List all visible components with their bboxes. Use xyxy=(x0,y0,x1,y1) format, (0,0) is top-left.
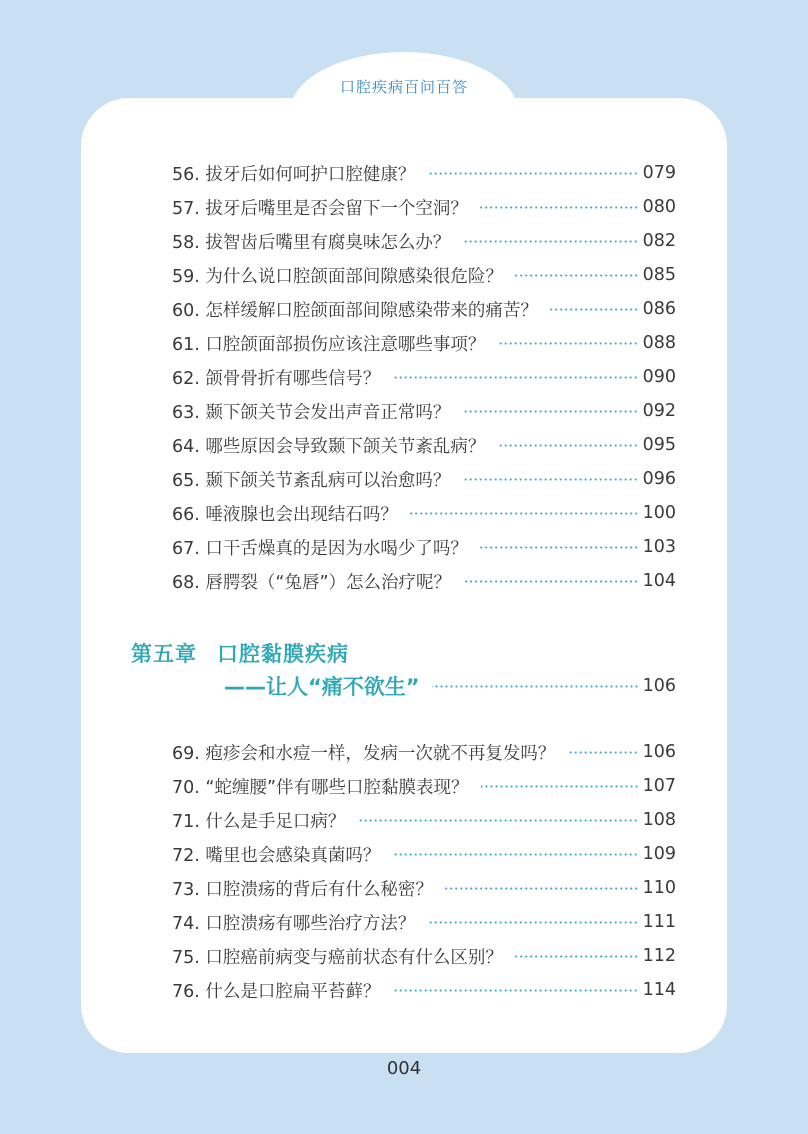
toc-entry[interactable] xyxy=(172,430,676,460)
toc-entry-page: 096 xyxy=(642,469,676,489)
dot-leader xyxy=(432,685,639,688)
dot-leader xyxy=(392,376,638,379)
toc-entry[interactable] xyxy=(172,294,676,324)
toc-entry-page: 111 xyxy=(642,912,676,932)
toc-entry[interactable] xyxy=(172,805,676,835)
toc-entry-page: 110 xyxy=(642,878,676,898)
chapter-subtitle: ——让人“痛不欲生” xyxy=(224,675,420,699)
dot-leader xyxy=(410,512,639,515)
toc-entry-title: 70. “蛇缠腰”伴有哪些口腔黏膜表现？ xyxy=(172,777,469,798)
dot-leader xyxy=(480,546,639,549)
toc-entry-page: 112 xyxy=(642,946,676,966)
toc-entry-title: 66. 唾液腺也会出现结石吗？ xyxy=(172,504,398,525)
dot-leader xyxy=(445,887,639,890)
toc-entry-title: 63. 颞下颌关节会发出声音正常吗？ xyxy=(172,402,451,423)
toc-entry[interactable] xyxy=(172,260,676,290)
toc-entry[interactable] xyxy=(172,737,676,767)
toc-entry-page: 114 xyxy=(642,980,676,1000)
toc-entry-title: 57. 拔牙后嘴里是否会留下一个空洞？ xyxy=(172,198,468,219)
chapter-page: 106 xyxy=(642,676,676,696)
toc-entry-page: 090 xyxy=(642,367,676,387)
toc-entry[interactable] xyxy=(172,192,676,222)
toc-entry-title: 58. 拔智齿后嘴里有腐臭味怎么办？ xyxy=(172,232,451,253)
toc-entry[interactable] xyxy=(172,907,676,937)
chapter-subtitle-row[interactable] xyxy=(224,670,676,702)
toc-entry-page: 109 xyxy=(642,844,676,864)
toc-entry-page: 107 xyxy=(642,776,676,796)
toc-entry-page: 108 xyxy=(642,810,676,830)
dot-leader xyxy=(497,342,638,345)
dot-leader xyxy=(497,444,638,447)
toc-entry-title: 74. 口腔溃疡有哪些治疗方法？ xyxy=(172,913,416,934)
dot-leader xyxy=(392,989,638,992)
toc-entry-title: 59. 为什么说口腔颌面部间隙感染很危险？ xyxy=(172,266,503,287)
dot-leader xyxy=(550,308,639,311)
toc-entry-title: 61. 口腔颌面部损伤应该注意哪些事项？ xyxy=(172,334,486,355)
toc-entry-page: 100 xyxy=(642,503,676,523)
dot-leader xyxy=(357,819,638,822)
chapter-label: 第五章 xyxy=(131,642,197,666)
toc-entry-title: 65. 颞下颌关节紊乱病可以治愈吗？ xyxy=(172,470,451,491)
toc-entry-page: 085 xyxy=(642,265,676,285)
toc-entry[interactable] xyxy=(172,771,676,801)
toc-entry-title: 64. 哪些原因会导致颞下颌关节紊乱病？ xyxy=(172,436,486,457)
toc-entry[interactable] xyxy=(172,873,676,903)
toc-entry[interactable] xyxy=(172,226,676,256)
toc-entry-title: 67. 口干舌燥真的是因为水喝少了吗？ xyxy=(172,538,468,559)
toc-entry-page: 092 xyxy=(642,401,676,421)
toc-entry-page: 082 xyxy=(642,231,676,251)
dot-leader xyxy=(481,785,639,788)
chapter-heading[interactable] xyxy=(131,638,349,668)
toc-entry-page: 103 xyxy=(642,537,676,557)
toc-entry-title: 68. 唇腭裂（“兔唇”）怎么治疗呢？ xyxy=(172,572,452,593)
toc-entry-title: 73. 口腔溃疡的背后有什么秘密？ xyxy=(172,879,433,900)
dot-leader xyxy=(480,206,639,209)
dot-leader xyxy=(463,580,639,583)
toc-entry-page: 080 xyxy=(642,197,676,217)
chapter-title: 口腔黏膜疾病 xyxy=(217,642,349,666)
dot-leader xyxy=(567,751,638,754)
toc-entry[interactable] xyxy=(172,328,676,358)
dot-leader xyxy=(515,955,639,958)
toc-entry-title: 69. 疱疹会和水痘一样，发病一次就不再复发吗？ xyxy=(172,743,556,764)
dot-leader xyxy=(427,921,638,924)
toc-entry-page: 079 xyxy=(642,163,676,183)
toc-entry-page: 104 xyxy=(642,571,676,591)
page-number: 004 xyxy=(386,1058,422,1079)
dot-leader xyxy=(462,240,638,243)
toc-entry[interactable] xyxy=(172,532,676,562)
dot-leader xyxy=(462,410,638,413)
toc-entry-page: 095 xyxy=(642,435,676,455)
toc-entry-title: 60. 怎样缓解口腔颌面部间隙感染带来的痛苦？ xyxy=(172,300,538,321)
toc-entry-page: 086 xyxy=(642,299,676,319)
toc-entry[interactable] xyxy=(172,975,676,1005)
dot-leader xyxy=(392,853,638,856)
toc-entry[interactable] xyxy=(172,839,676,869)
dot-leader xyxy=(515,274,639,277)
toc-entry-title: 62. 颌骨骨折有哪些信号？ xyxy=(172,368,381,389)
toc-entry-page: 106 xyxy=(642,742,676,762)
toc-entry[interactable] xyxy=(172,362,676,392)
toc-entry-title: 75. 口腔癌前病变与癌前状态有什么区别？ xyxy=(172,947,503,968)
toc-entry-page: 088 xyxy=(642,333,676,353)
toc-entry[interactable] xyxy=(172,396,676,426)
toc-entry-title: 76. 什么是口腔扁平苔藓？ xyxy=(172,981,381,1002)
toc-entry[interactable] xyxy=(172,566,676,596)
toc-entry-title: 56. 拔牙后如何呵护口腔健康？ xyxy=(172,164,416,185)
book-title: 口腔疾病百问百答 xyxy=(339,78,468,96)
dot-leader xyxy=(462,478,638,481)
toc-entry[interactable] xyxy=(172,464,676,494)
toc-entry-title: 72. 嘴里也会感染真菌吗？ xyxy=(172,845,381,866)
toc-entry[interactable] xyxy=(172,158,676,188)
dot-leader xyxy=(427,172,638,175)
toc-entry[interactable] xyxy=(172,498,676,528)
toc-entry[interactable] xyxy=(172,941,676,971)
toc-entry-title: 71. 什么是手足口病？ xyxy=(172,811,346,832)
